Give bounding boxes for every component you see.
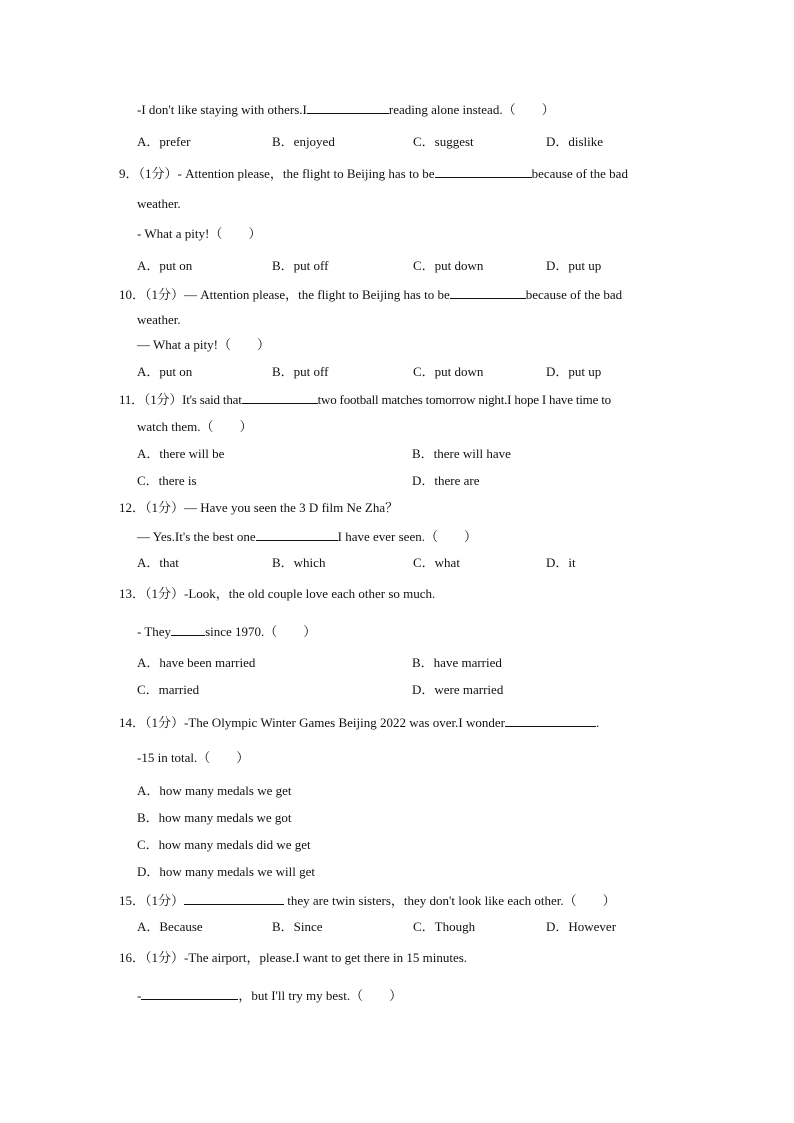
q10-stem-cont: weather. <box>137 312 181 327</box>
q14-option-c[interactable]: C．how many medals did we get <box>137 837 311 852</box>
question-number: 16．（1分） <box>119 950 185 965</box>
q12-option-d[interactable]: D．it <box>546 555 576 570</box>
question-number: 12．（1分） <box>119 500 185 515</box>
q10-stem: 10．（1分）— Attention please，the flight to Beijing has to be because of the bad <box>119 287 623 302</box>
q15-option-c[interactable]: C．Though <box>413 919 476 934</box>
q8-option-d[interactable]: D．dislike <box>546 134 604 149</box>
answer-blank[interactable] <box>242 391 318 404</box>
q14-option-d[interactable]: D．how many medals we will get <box>137 864 315 879</box>
q9-reply: - What a pity!（ ） <box>137 226 262 241</box>
q14-reply: -15 in total.（ ） <box>137 750 250 765</box>
q12-option-a[interactable]: A．that <box>137 555 179 570</box>
q9-stem-cont: weather. <box>137 196 181 211</box>
question-number: 9．（1分） <box>119 166 178 181</box>
answer-blank[interactable] <box>307 101 389 114</box>
q9-option-d[interactable]: D．put up <box>546 258 602 273</box>
q10-option-c[interactable]: C．put down <box>413 364 484 379</box>
answer-blank[interactable] <box>171 623 205 636</box>
answer-blank[interactable] <box>505 714 596 727</box>
q13-option-c[interactable]: C．married <box>137 682 200 697</box>
answer-blank[interactable] <box>450 286 526 299</box>
question-number: 13．（1分） <box>119 586 185 601</box>
q13-option-d[interactable]: D．were married <box>412 682 504 697</box>
q11-option-a[interactable]: A．there will be <box>137 446 225 461</box>
q14-stem: 14．（1分）-The Olympic Winter Games Beijing 2022 was over.I wonder . <box>119 715 600 730</box>
q12-option-b[interactable]: B．which <box>272 555 326 570</box>
q8-option-b[interactable]: B．enjoyed <box>272 134 335 149</box>
q10-option-d[interactable]: D．put up <box>546 364 602 379</box>
q15-option-a[interactable]: A．Because <box>137 919 203 934</box>
q9-option-a[interactable]: A．put on <box>137 258 193 273</box>
q15-option-b[interactable]: B．Since <box>272 919 323 934</box>
q11-option-c[interactable]: C．there is <box>137 473 197 488</box>
answer-blank[interactable] <box>184 892 284 905</box>
q14-option-a[interactable]: A．how many medals we get <box>137 783 292 798</box>
answer-blank[interactable] <box>435 165 532 178</box>
q13-stem: 13．（1分）-Look，the old couple love each other so much. <box>119 586 436 601</box>
q11-option-b[interactable]: B．there will have <box>412 446 511 461</box>
q16-reply: - ，but I'll try my best.（ ） <box>137 988 403 1003</box>
answer-blank[interactable] <box>141 987 238 1000</box>
question-number: 11．（1分） <box>119 392 183 407</box>
q11-option-d[interactable]: D．there are <box>412 473 480 488</box>
question-number: 10．（1分） <box>119 287 185 302</box>
q10-option-a[interactable]: A．put on <box>137 364 193 379</box>
q8-option-a[interactable]: A．prefer <box>137 134 191 149</box>
q12-stem: 12．（1分）— Have you seen the 3 D film Ne Zha？ <box>119 500 399 515</box>
q12-reply: — Yes.It's the best one I have ever seen.（ ） <box>137 529 477 544</box>
q13-reply: - They since 1970.（ ） <box>137 624 317 639</box>
q11-stem-cont: watch them.（ ） <box>137 419 253 434</box>
q8-option-c[interactable]: C．suggest <box>413 134 474 149</box>
q11-stem: 11．（1分）It's said that two football matches tomorrow night.I hope I have time to <box>119 392 611 407</box>
q8-stem: -I don't like staying with others.I reading alone instead.（ ） <box>137 102 555 117</box>
q9-option-c[interactable]: C．put down <box>413 258 484 273</box>
q12-option-c[interactable]: C．what <box>413 555 460 570</box>
question-number: 14．（1分） <box>119 715 185 730</box>
q15-option-d[interactable]: D．However <box>546 919 617 934</box>
q10-option-b[interactable]: B．put off <box>272 364 329 379</box>
answer-blank[interactable] <box>256 528 338 541</box>
q16-stem: 16．（1分）-The airport，please.I want to get there in 15 minutes. <box>119 950 468 965</box>
question-number: 15．（1分） <box>119 893 185 908</box>
q15-stem: 15．（1分） they are twin sisters，they don't look like each other.（ ） <box>119 893 616 908</box>
q9-option-b[interactable]: B．put off <box>272 258 329 273</box>
q9-stem: 9．（1分）- Attention please，the flight to Beijing has to be because of the bad <box>119 166 628 181</box>
q14-option-b[interactable]: B．how many medals we got <box>137 810 292 825</box>
q10-reply: — What a pity!（ ） <box>137 337 270 352</box>
q13-option-b[interactable]: B．have married <box>412 655 502 670</box>
q13-option-a[interactable]: A．have been married <box>137 655 256 670</box>
